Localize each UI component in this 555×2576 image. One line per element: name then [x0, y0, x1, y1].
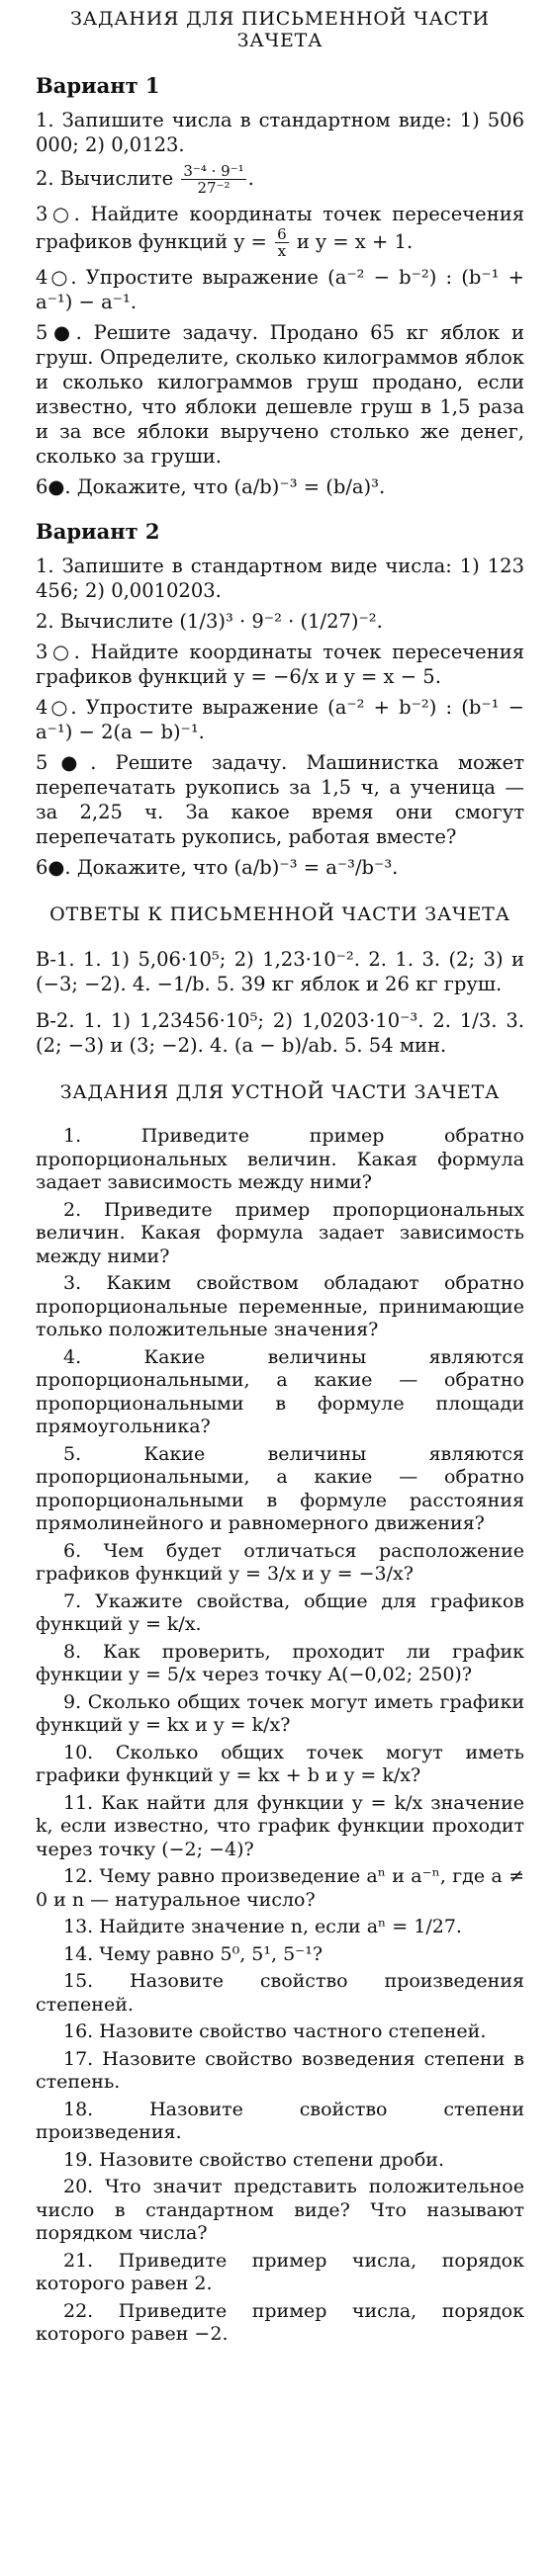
oral-item: 1. Приведите пример обратно пропорциональных величин. Какая формула задает зависимость между ними?	[36, 1125, 524, 1193]
fraction-numerator: 3⁻⁴ · 9⁻¹	[183, 162, 244, 180]
v1-task-3	[36, 202, 524, 259]
written-section	[36, 8, 524, 880]
v1-task-3-tail: и y = x + 1.	[296, 230, 414, 253]
oral-item: 3. Каким свойством обладают обратно пропорциональные переменные, принимающие только положительные значения?	[36, 1272, 524, 1340]
oral-item: 11. Как найти для функции y = k/x значение k, если известно, что график функции проходит через точку (−2; −4)?	[36, 1791, 524, 1860]
oral-item: 15. Назовите свойство произведения степеней.	[36, 1970, 524, 2016]
v1-task-2-fraction	[181, 163, 245, 196]
v1-task-6: 6●. Докажите, что (a/b)⁻³ = (b/a)³.	[36, 475, 386, 498]
fraction-numerator: 6	[277, 225, 287, 243]
oral-item: 7. Укажите свойства, общие для графиков функций y = k/x.	[36, 1589, 524, 1635]
oral-heading: ЗАДАНИЯ ДЛЯ УСТНОЙ ЧАСТИ ЗАЧЕТА	[59, 1081, 501, 1103]
v2-task-4: 4○. Упростите выражение (a⁻² + b⁻²) : (b⁻¹ − a⁻¹) − 2(a − b)⁻¹.	[36, 696, 524, 743]
fraction-denominator: x	[277, 242, 287, 260]
v1-task-3-fraction	[275, 226, 289, 259]
answers-heading: ОТВЕТЫ К ПИСЬМЕННОЙ ЧАСТИ ЗАЧЕТА	[49, 903, 510, 925]
v1-task-2: 2. Вычислите $\frac{\text{3⁻⁴ · 9⁻¹}}{\text{27⁻²}}$ .	[36, 162, 254, 197]
oral-item: 22. Приведите пример числа, порядок которого равен −2.	[36, 2299, 524, 2345]
answers-variant2: В-2. 1. 1) 1,23456·10⁵; 2) 1,0203·10⁻³. 2. 1/3. 3. (2; −3) и (3; −2). 4. (a − b)/ab. 5. 54 мин.	[36, 1009, 524, 1057]
oral-section	[36, 1081, 524, 2347]
v2-task-6: 6●. Докажите, что (a/b)⁻³ = a⁻³/b⁻³.	[36, 856, 399, 879]
oral-item: 5. Какие величины являются пропорциональными, а какие — обратно пропорциональными в формуле расстояния прямолинейного и равномерного движения?	[36, 1442, 524, 1534]
oral-item: 16. Назовите свойство частного степеней.	[63, 2020, 487, 2042]
oral-item: 21. Приведите пример числа, порядок которого равен 2.	[36, 2249, 524, 2294]
written-heading: ЗАДАНИЯ ДЛЯ ПИСЬМЕННОЙ ЧАСТИ ЗАЧЕТА	[70, 8, 490, 51]
v1-task-3-text: 3○. Найдите координаты точек пересечения графиков функций y =	[36, 203, 524, 253]
variant1-title: Вариант 1	[36, 73, 160, 98]
oral-item: 2. Приведите пример пропорциональных величин. Какая формула задает зависимость между ними?	[36, 1198, 524, 1267]
answers-section	[36, 903, 524, 1058]
document-page	[36, 0, 524, 2370]
v2-task-1: 1. Запишите в стандартном виде числа: 1) 123 456; 2) 0,0010203.	[36, 555, 524, 602]
oral-item: 18. Назовите свойство степени произведения.	[36, 2098, 524, 2143]
fraction-denominator: 27⁻²	[197, 179, 231, 197]
v2-task-5: 5●. Решите задачу. Машинистка может перепечатать рукопись за 1,5 ч, а ученица — за 2,25 ч. За какое время они смогут перепечатать рукопись, работая вместе?	[36, 751, 524, 848]
oral-item: 6. Чем будет отличаться расположение графиков функций y = 3/x и y = −3/x?	[36, 1539, 524, 1585]
oral-item: 17. Назовите свойство возведения степени в степень.	[36, 2047, 524, 2093]
v1-task-2-text: 2. Вычислите	[36, 167, 174, 190]
oral-item: 13. Найдите значение n, если aⁿ = 1/27.	[63, 1916, 462, 1937]
oral-item: 8. Как проверить, проходит ли график функции y = 5/x через точку A(−0,02; 250)?	[36, 1640, 524, 1685]
v1-task-4: 4○. Упростите выражение (a⁻² − b⁻²) : (b⁻¹ + a⁻¹) − a⁻¹.	[36, 266, 524, 313]
oral-item: 14. Чему равно 5⁰, 5¹, 5⁻¹?	[63, 1942, 324, 1965]
oral-item: 20. Что значит представить положительное число в стандартном виде? Что называют порядком числа?	[36, 2176, 524, 2244]
oral-item: 19. Назовите свойство степени дроби.	[63, 2148, 444, 2171]
oral-item: 4. Какие величины являются пропорциональными, а какие — обратно пропорциональными в формуле площади прямоугольника?	[36, 1345, 524, 1437]
v1-task-5: 5●. Решите задачу. Продано 65 кг яблок и груш. Определите, сколько килограммов яблок и сколько килограммов груш продано, если известно, что яблоки дешевле груш в 1,5 раза и за все яблоки выручено столько же денег, сколько за груши.	[36, 321, 524, 468]
oral-item: 10. Сколько общих точек могут иметь графики функций y = kx + b и y = k/x?	[36, 1741, 524, 1786]
variant2-title: Вариант 2	[36, 519, 160, 544]
answers-variant1: В-1. 1. 1) 5,06·10⁵; 2) 1,23·10⁻². 2. 1. 3. (2; 3) и (−3; −2). 4. −1/b. 5. 39 кг яблок и 26 кг груш.	[36, 948, 524, 995]
v1-task-1: 1. Запишите числа в стандартном виде: 1) 506 000; 2) 0,0123.	[36, 109, 524, 156]
v2-task-3: 3○. Найдите координаты точек пересечения графиков функций y = −6/x и y = x − 5.	[36, 641, 524, 688]
v2-task-2: 2. Вычислите (1/3)³ · 9⁻² · (1/27)⁻².	[36, 610, 383, 633]
oral-item: 12. Чему равно произведение aⁿ и a⁻ⁿ, где a ≠ 0 и n — натуральное число?	[36, 1865, 524, 1911]
oral-item: 9. Сколько общих точек могут иметь графики функций y = kx и y = k/x?	[36, 1690, 524, 1736]
